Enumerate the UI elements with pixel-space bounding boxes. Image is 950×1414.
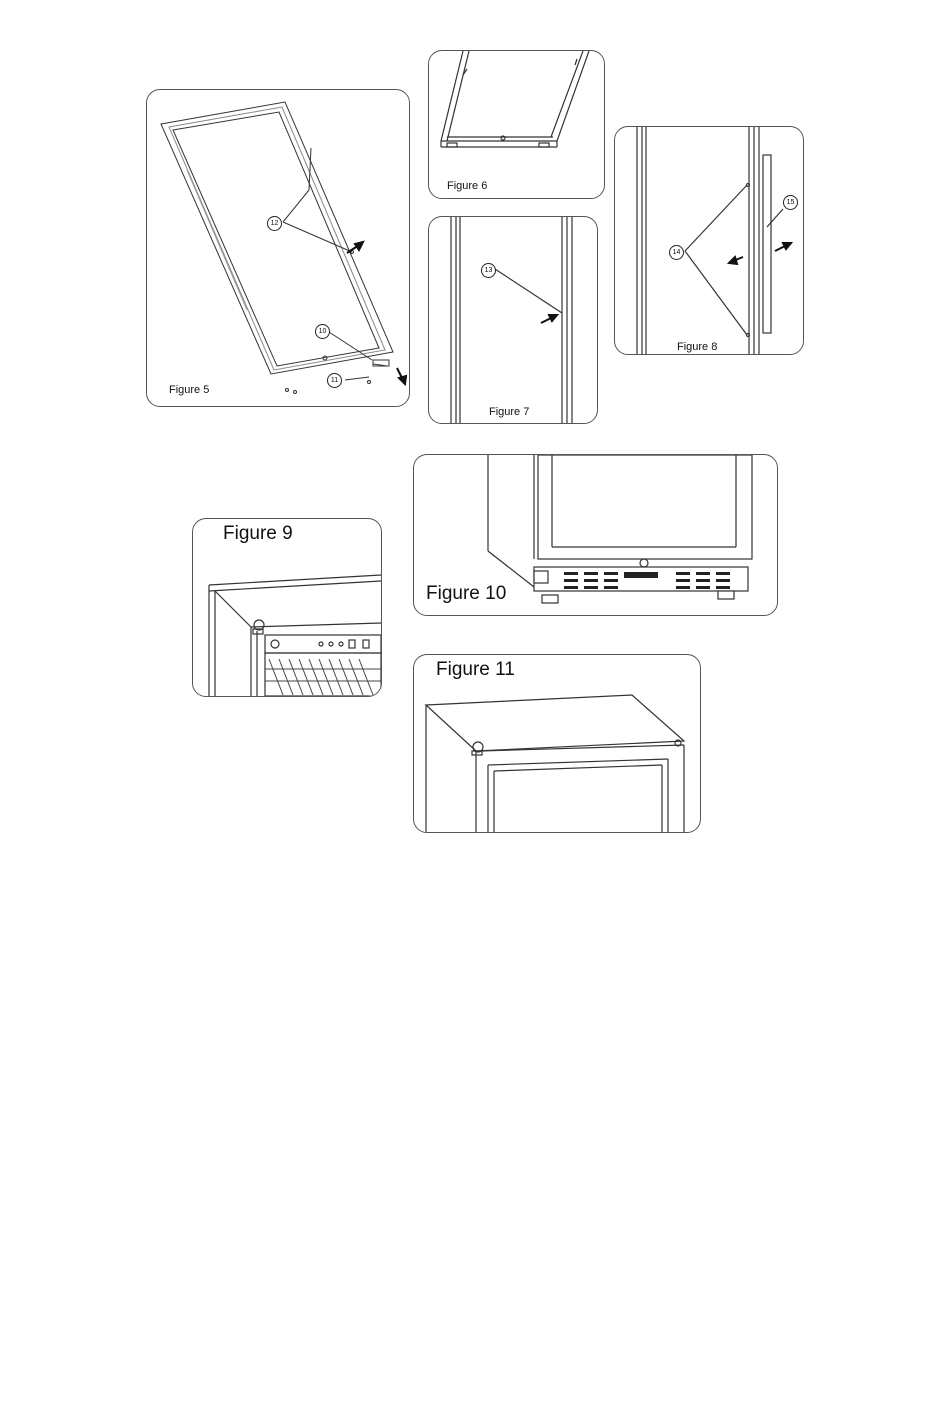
figure-5-caption: Figure 5 <box>169 384 210 396</box>
callout-13: 13 <box>481 263 496 278</box>
figure-11-caption: Figure 11 <box>436 659 515 680</box>
figure-5-drawing <box>147 90 409 406</box>
callout-11: 11 <box>327 373 342 388</box>
figure-11-panel <box>413 654 701 833</box>
figure-8-panel <box>614 126 804 355</box>
callout-10: 10 <box>315 324 330 339</box>
figure-6-caption: Figure 6 <box>447 180 488 192</box>
callout-14: 14 <box>669 245 684 260</box>
figure-9-panel <box>192 518 382 697</box>
figure-10-panel <box>413 454 778 616</box>
figure-7-drawing <box>429 217 597 423</box>
figure-6-drawing <box>429 51 604 198</box>
figure-11-drawing <box>414 655 700 832</box>
figure-5-panel <box>146 89 410 407</box>
callout-15: 15 <box>783 195 798 210</box>
figure-9-drawing <box>193 519 381 696</box>
figure-10-caption: Figure 10 <box>426 583 507 604</box>
figure-6-panel <box>428 50 605 199</box>
figure-7-panel <box>428 216 598 424</box>
figure-8-drawing <box>615 127 803 354</box>
figure-7-caption: Figure 7 <box>489 406 530 418</box>
figure-9-caption: Figure 9 <box>223 523 293 544</box>
callout-12: 12 <box>267 216 282 231</box>
figure-8-caption: Figure 8 <box>677 341 718 353</box>
